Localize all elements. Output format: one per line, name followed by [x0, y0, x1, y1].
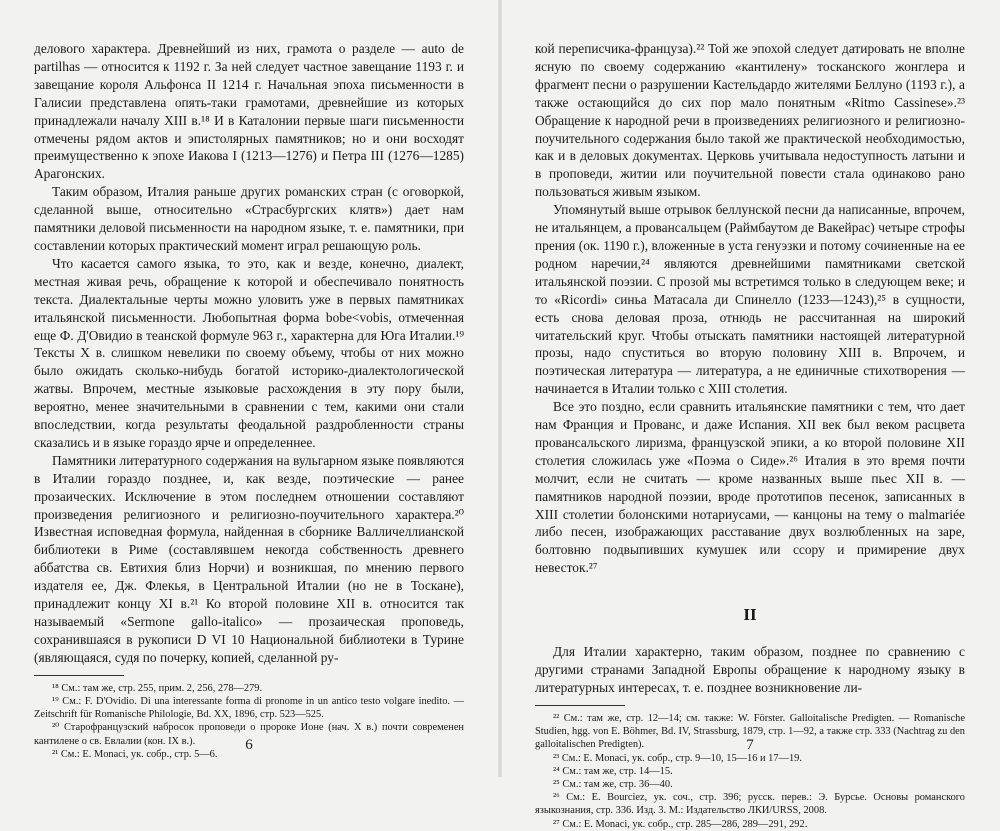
page-number: 6 — [245, 737, 253, 753]
footnote: ¹⁹ См.: F. D'Ovidio. Di una interessante forma di pronome in un antico testo volgare inedito. — Zeitschrift für Romanische Philologie, Bd. XX, 1896, стр. 523—525. — [34, 695, 464, 721]
paragraph: Для Италии характерно, таким образом, позднее по сравнению с другими странами Западной Европы обращение к народному языку в литературных интересах, т. е. позднее возникновение ли- — [535, 644, 965, 695]
footnote: ²⁴ См.: там же, стр. 14—15. — [553, 765, 673, 777]
footnote: ¹⁸ См.: там же, стр. 255, прим. 2, 256, 278—279. — [52, 682, 263, 694]
paragraph: делового характера. Древнейший из них, грамота о разделе — auto de partilhas — относится к 1192 г. За ней следует частное завещание 1193 г. и завещание короля Альфонса II 1214 г. Начальная эпоха письменности в Галисии представлена опять-таки грамотами, древнейшие из которых принадлежали началу XIII в.¹⁸ И в Каталонии первые шаги письменности отмечены рядом актов и эпистолярных памятников; но и они восходят преимущественно к эпохе Иакова I (1213—1276) и Петра III (1276—1285) Арагонских. — [34, 41, 464, 182]
footnote: ²⁶ См.: E. Bourciez, ук. соч., стр. 396; русск. перев.: Э. Бурсье. Основы романского языкознания, стр. 336. Изд. 3. М.: Издательство ЛКИ/URSS, 2008. — [535, 792, 965, 817]
footnote: ²⁷ См.: E. Monaci, ук. собр., стр. 285—286, 289—291, 292. — [553, 818, 808, 830]
right-page-body — [535, 40, 965, 697]
paragraph: Что касается самого языка, то это, как и везде, конечно, диалект, местная живая речь, обращение к которой и обеспечивало понятность текста. Диалектальные черты можно уловить уже в первых памятниках итальянской письменности. Любопытная форма bobe<vobis, отмеченная еще Ф. Д'Овидио в теанской формуле 963 г., характерна для Юга Италии.¹⁹ Тексты X в. слишком невелики по своему объему, чтобы от них можно было ожидать сколько-нибудь богатой историко-диалектологической жатвы. Впрочем, местные языковые расхождения в эту пору были, вероятно, менее значительными в сравнении с тем, какими они стали впоследствии, когда результаты феодальной раздробленности страны сказались и в языке гораздо ярче и определеннее. — [34, 255, 464, 450]
right-page — [535, 40, 965, 830]
left-page — [34, 40, 464, 770]
right-footnotes — [535, 712, 965, 831]
paragraph: Памятники литературного содержания на вульгарном языке появляются в Италии гораздо позднее, и, как везде, поэтические — ранее прозаических. Исключение в этом последнем отношении составляют произведения религиозного и религиозно-поучительного характера.²⁰ Известная исповедная формула, найденная в сборнике Валличеллианской библиотеки в Риме (составлявшем некогда собственность древнего аббатства св. Евтихия близ Норчи) и возникшая, по мнению первого издателя ее, Дж. Флекья, в Центральной Италии (но не в Тоскане), принадлежит концу XI в.²¹ Ко второй половине XII в. относится так называемый «Sermone gallo-italico» — прозаическая проповедь, сохранившаяся в рукописи D VI 10 Национальной библиотеки в Турине (являющаяся, судя по почерку, копией, сделанной ру- — [34, 452, 464, 665]
page-number: 7 — [746, 737, 754, 753]
book-gutter — [498, 0, 502, 777]
footnote-divider — [34, 675, 124, 676]
paragraph: Все это поздно, если сравнить итальянские памятники с тем, что дает нам Франция и Прованс, и даже Испания. XII век был веком расцвета провансальского лиризма, французской эпики, а ко второй половине XII столетия сложилась уже «Поэма о Сиде».²⁶ Италия в это время почти молчит, если не считать — кроме названных выше пьес XII в. — памятников народной поэзии, вроде прототипов песенок, записанных в XIII столетии болонскими нотариусами, — канцоны на тему о malmariée либо песен, изображающих расставание двух возлюбленных на заре, болтовню подвыпивших кумушек или ссору и примирение двух невесток.²⁷ — [535, 399, 965, 576]
footnote: ²¹ См.: E. Monaci, ук. собр., стр. 5—6. — [52, 748, 218, 760]
footnote-divider — [535, 705, 625, 706]
section-heading: II — [743, 605, 757, 625]
footnote: ²³ См.: E. Monaci, ук. собр., стр. 9—10, 15—16 и 17—19. — [553, 752, 802, 764]
paragraph: кой переписчика-француза).²² Той же эпохой следует датировать не вполне ясную по своему содержанию «кантилену» тосканского жонглера и фрагмент песни о разрушении Кастельдардо жителями Беллуно (1193 г.), а также остающийся до сих пор мало понятным «Ritmo Cassinese».²³ Обращение к народной речи в произведениях религиозного и религиозно-поучительного содержания было такой же практической необходимостью, как и в деловых документах. Церковь учитывала недоступность латыни и в проповеди, житии или поучительной повести стала одинаково рано пользоваться живым языком. — [535, 41, 965, 200]
paragraph: Таким образом, Италия раньше других романских стран (с оговоркой, сделанной выше, относительно «Страсбургских клятв») дает нам памятники деловой письменности на народном языке, т. е. памятники, при составлении которых практический момент играл решающую роль. — [34, 184, 464, 253]
footnote: ²² См.: там же, стр. 12—14; см. также: W. Förster. Galloitalische Predigten. — Romanische Studien, hgg. von E. Böhmer, Bd. IV, Strassburg, 1879, стр. 1—92, а также стр. 333 (Nachtrag zu den galloitalischen Predigten). — [535, 712, 965, 751]
footnote: ²⁵ См.: там же, стр. 36—40. — [553, 778, 673, 790]
paragraph: Упомянутый выше отрывок беллунской песни да написанные, впрочем, не итальянцем, а провансальцем (Раймбаутом де Вакейрас) четыре строфы прения (ок. 1190 г.), вложенные в уста генуэзки и потому сочиненные на ее родном наречии,²⁴ являются древнейшими памятниками светской итальянской поэзии. С прозой мы встретимся только в следующем веке; и то «Ricordi» синьа Матасала ди Спинелло (1233—1243),²⁵ в сущности, есть снова деловая проза, отнюдь не рассчитанная на широкий читательский круг. Чтобы отыскать памятники настоящей литературной прозы, надо спуститься во вторую половину XIII в. Впрочем, и поэтическая литература — литература, а не единичные стихотворения — начинается в Италии только с XIII столетия. — [535, 202, 965, 397]
footnote: ²⁰ Старофранцузский набросок проповеди о пророке Ионе (нач. X в.) почти современен кантилене о св. Евлалии (кон. IX в.). — [34, 722, 464, 747]
left-page-body — [34, 40, 464, 667]
